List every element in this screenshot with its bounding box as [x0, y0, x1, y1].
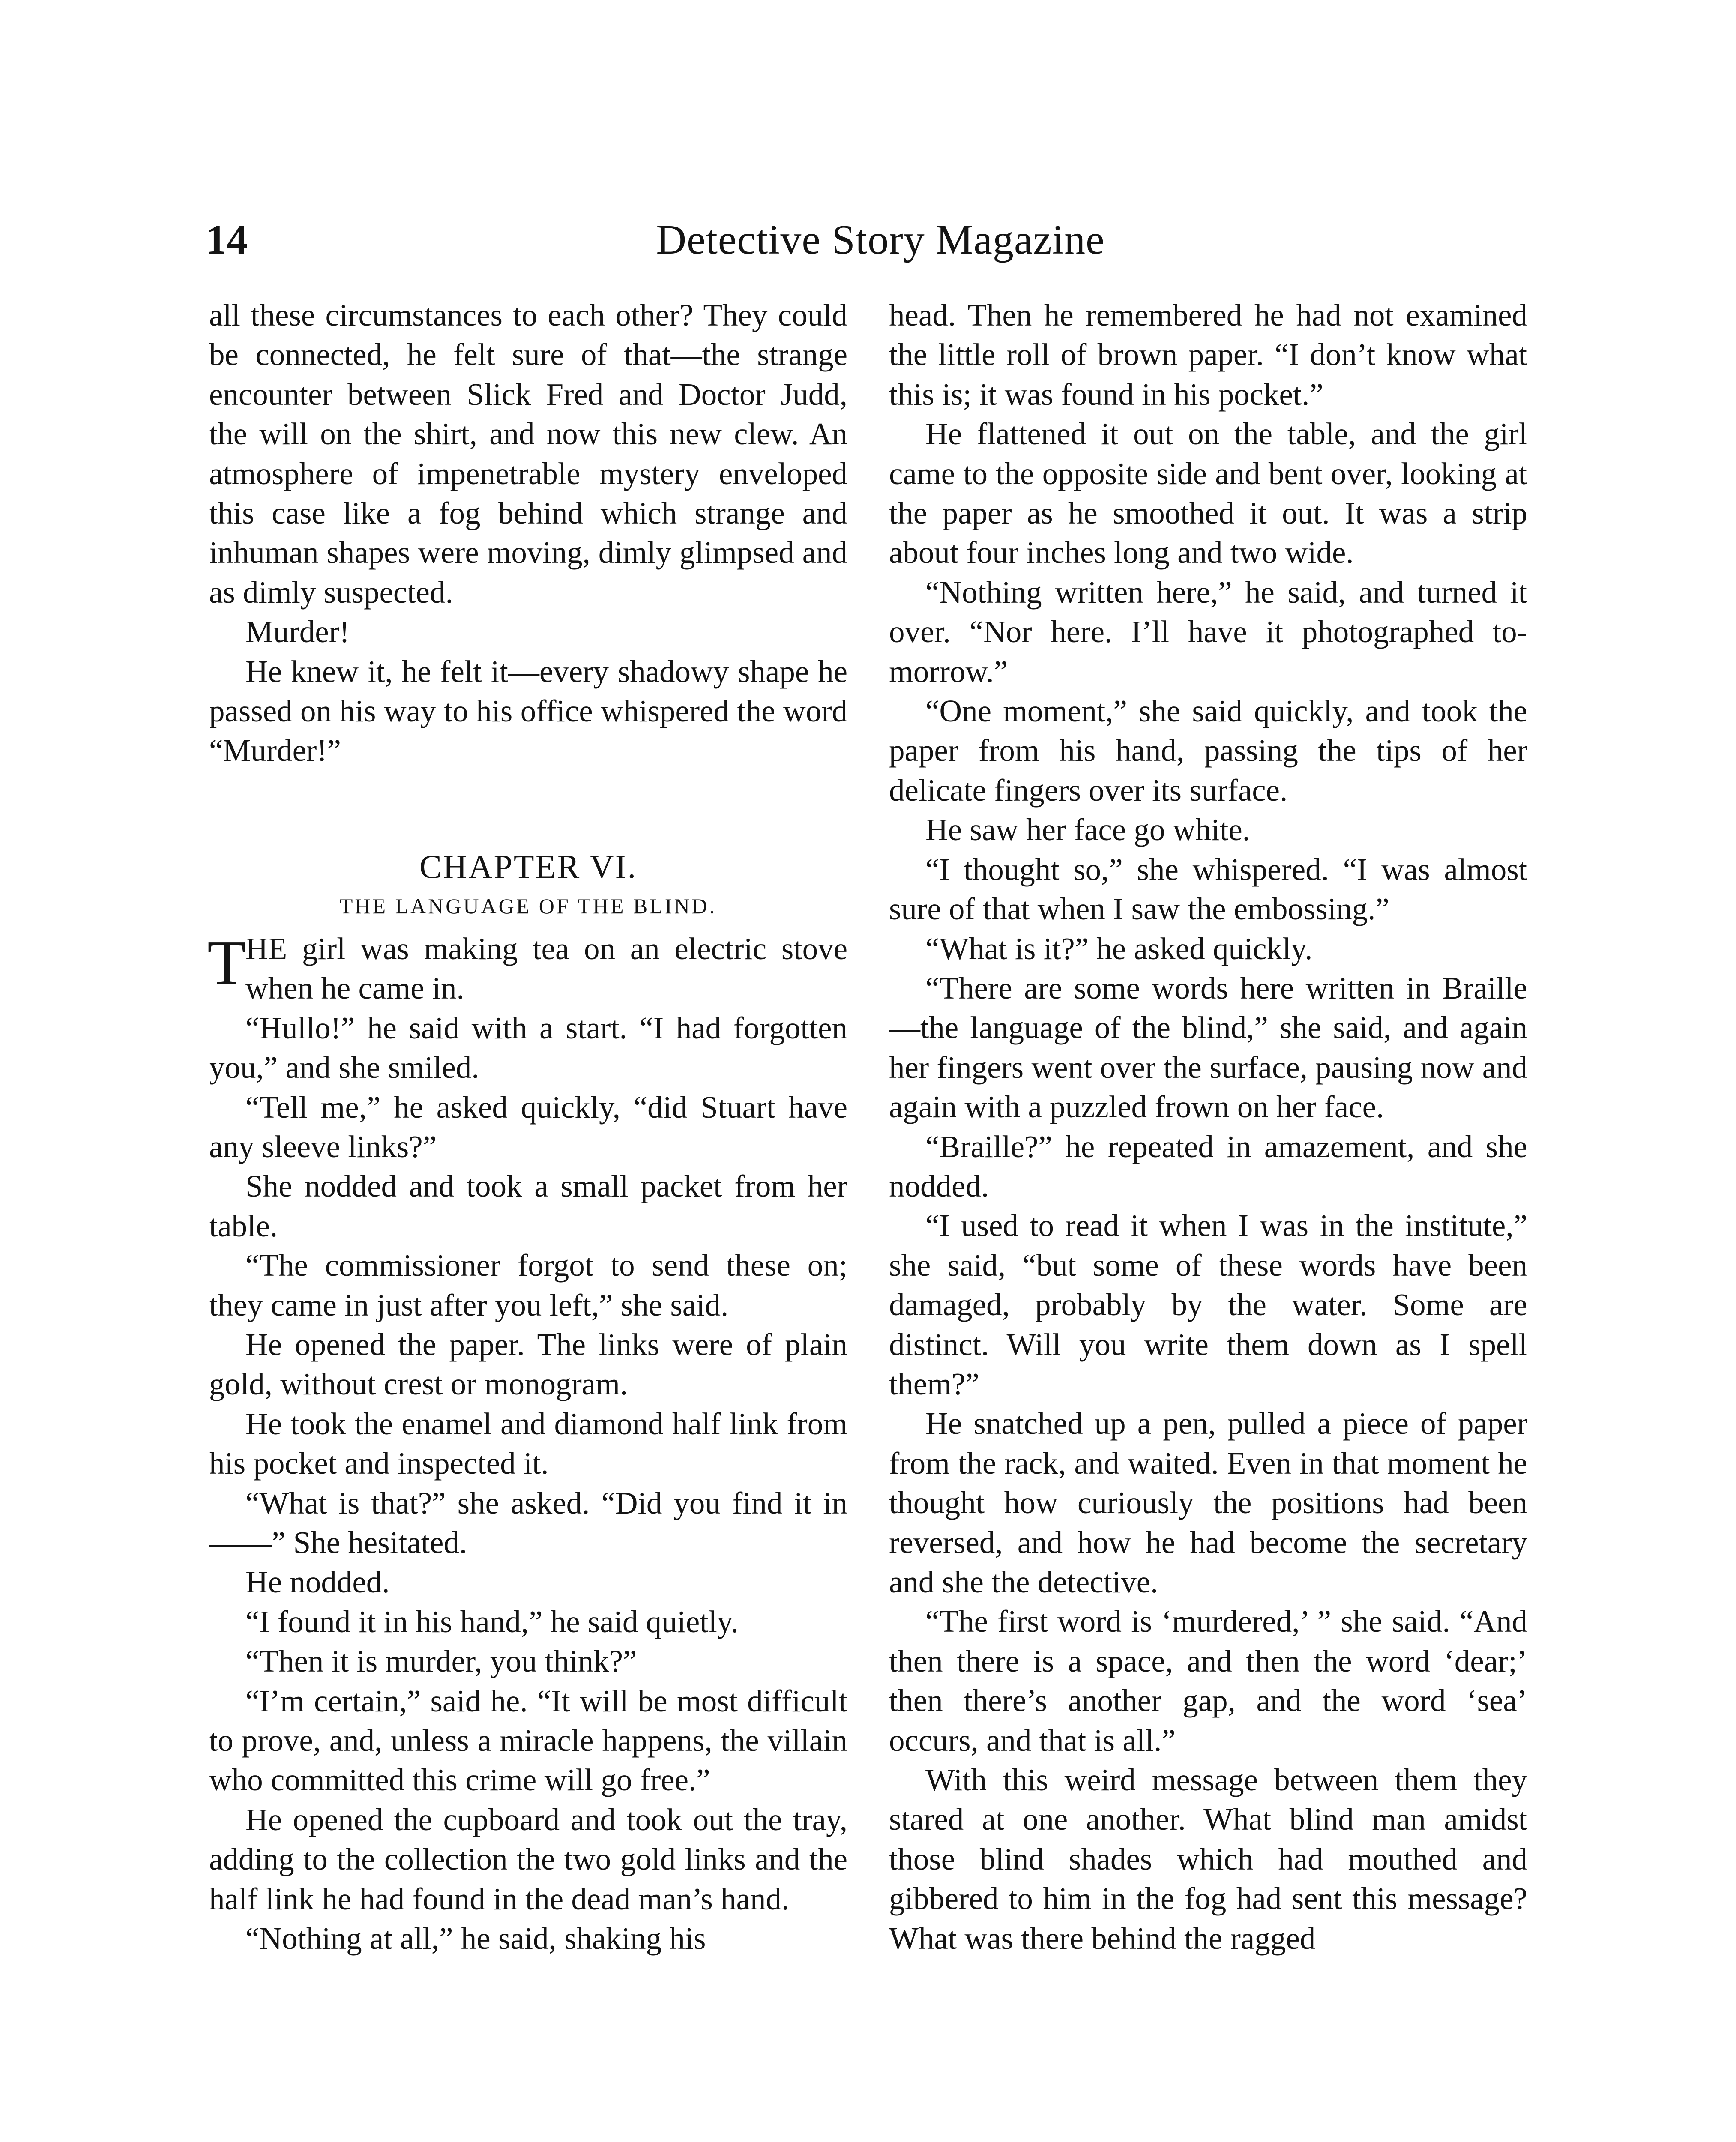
paragraph: She nodded and took a small packet from her table.	[209, 1169, 847, 1243]
paragraph: “The commissioner forgot to send these on; they came in just after you left,” she said.	[209, 1248, 847, 1322]
paragraph: “Tell me,” he asked quickly, “did Stuart have any sleeve links?”	[209, 1089, 847, 1164]
paragraph: Murder!	[245, 614, 350, 649]
paragraph: “I found it in his hand,” he said quietly.	[245, 1604, 739, 1639]
paragraph: “The first word is ‘murdered,’ ” she said. “And then there is a space, and then the word ‘dear;’ then there’s another gap, and the word ‘sea’ occurs, and that is all.”	[889, 1604, 1527, 1758]
paragraph: He opened the cupboard and took out the tray, adding to the collection the two gold links and the half link he had found in the dead man’s hand.	[209, 1802, 847, 1916]
paragraph: He saw her face go white.	[925, 812, 1251, 847]
page-number: 14	[206, 217, 248, 263]
paragraph: He took the enamel and diamond half link from his pocket and inspected it.	[209, 1406, 847, 1481]
chapter-subtitle: THE LANGUAGE OF THE BLIND.	[339, 894, 717, 918]
paragraph: He snatched up a pen, pulled a piece of paper from the rack, and waited. Even in that moment he thought how curiously the positions had been reversed, and how he had become the secretary and she the detective.	[889, 1406, 1527, 1599]
paragraph: “Nothing written here,” he said, and turned it over. “Nor here. I’ll have it photographed to-morrow.”	[889, 574, 1527, 689]
paragraph: He opened the paper. The links were of plain gold, without crest or monogram.	[209, 1327, 847, 1402]
paragraph: “Nothing at all,” he said, shaking his	[245, 1921, 706, 1956]
right-column	[889, 296, 1527, 1958]
paragraph: “I used to read it when I was in the institute,” she said, “but some of these words have been damaged, probably by the water. Some are distinct. Will you write them down as I spell them?”	[889, 1208, 1527, 1401]
paragraph: “There are some words here written in Braille—the language of the blind,” she said, and again her fingers went over the surface, pausing now and again with a puzzled frown on her face.	[889, 970, 1527, 1125]
paragraph: He flattened it out on the table, and the girl came to the opposite side and bent over, looking at the paper as he smoothed it out. It was a strip about four inches long and two wide.	[889, 416, 1527, 570]
magazine-title: Detective Story Magazine	[656, 217, 1105, 263]
paragraph: “Then it is murder, you think?”	[245, 1644, 637, 1679]
paragraph: With this weird message between them they stared at one another. What blind man amidst those blind shades which had mouthed and gibbered to him in the fog had sent this message? What was there behind the ragged	[889, 1762, 1527, 1956]
paragraph: “What is it?” he asked quickly.	[925, 931, 1313, 966]
chapter-heading: CHAPTER VI.	[419, 847, 638, 885]
paragraph: He nodded.	[245, 1565, 390, 1600]
left-column	[209, 296, 847, 1958]
opening-paragraph	[209, 929, 847, 1008]
paragraph: “Braille?” he repeated in amazement, and she nodded.	[889, 1129, 1527, 1203]
running-head	[206, 210, 1555, 270]
paragraph: “Hullo!” he said with a start. “I had forgotten you,” and she smiled.	[209, 1010, 847, 1085]
paragraph: He knew it, he felt it—every shadowy shape he passed on his way to his office whispered the word “Murder!”	[209, 654, 847, 768]
paragraph: “I thought so,” she whispered. “I was almost sure of that when I saw the embossing.”	[889, 852, 1527, 927]
paragraph: “One moment,” she said quickly, and took the paper from his hand, passing the tips of her delicate fingers over its surface.	[889, 694, 1527, 808]
paragraph: head. Then he remembered he had not examined the little roll of brown paper. “I don’t know what this is; it was found in his pocket.”	[889, 298, 1527, 412]
paragraph: “What is that?” she asked. “Did you find it in——” She hesitated.	[209, 1485, 847, 1560]
paragraph: all these circumstances to each other? They could be connected, he felt sure of that—the strange encounter between Slick Fred and Doctor Judd, the will on the shirt, and now this new clew. An atmosphere of impenetrable mystery enveloped this case like a fog behind which strange and inhuman shapes were moving, dimly glimpsed and as dimly suspected.	[209, 298, 847, 610]
paragraph: “I’m certain,” said he. “It will be most difficult to prove, and, unless a miracle happens, the villain who committed this crime will go free.”	[209, 1683, 847, 1798]
drop-cap: T	[207, 927, 246, 998]
opening-text: HE girl was making tea on an electric stove when he came in.	[245, 931, 847, 1006]
